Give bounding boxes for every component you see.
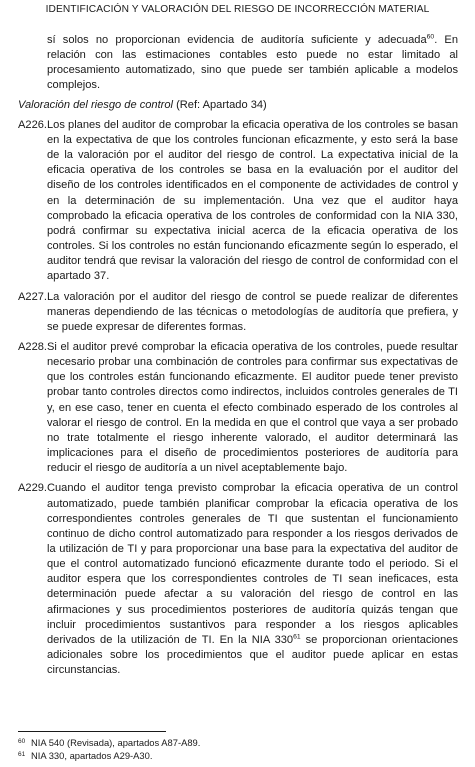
footnote-number: 60 — [18, 738, 26, 745]
footnote-60 — [18, 737, 200, 750]
subheading-reference: (Ref: Apartado 34) — [176, 98, 267, 111]
paragraph-text: Si el auditor prevé comprobar la eficacia operativa de los controles, puede resultar necesario probar una combinación de controles para confirmar sus expectativas de que los controles están funcionando eficazmente. El auditor puede tener previsto probar tanto controles directos como indirectos, incluidos controles generales de TI y, en ese caso, tener en cuenta el efecto combinado esperado de los controles al valorar el riesgo de control. En la medida en que el control que vaya a ser probado no trate totalmente el riesgo inherente valorado, el auditor determinará las implicaciones para el diseño de procedimientos posteriores de auditoría para reducir el riesgo de auditoría a un nivel aceptablemente bajo. — [47, 340, 458, 475]
running-header: IDENTIFICACIÓN Y VALORACIÓN DEL RIESGO DE INCORRECCIÓN MATERIAL — [45, 4, 430, 15]
paragraph-number: A229. — [18, 482, 47, 495]
section-subheading — [18, 98, 458, 113]
paragraph-text-end: se proporcionan orientaciones adicionales sobre los procedimientos que el auditor puede aplicar en estas circunstancias. — [47, 633, 458, 677]
paragraph-a229 — [18, 481, 458, 678]
paragraph-text: La valoración por el auditor del riesgo de control se puede realizar de diferentes maneras dependiendo de las técnicas o metodologías de auditoría que prefiera, y se puede expresar de diferentes formas. — [47, 290, 458, 333]
footnote-text: NIA 540 (Revisada), apartados A87-A89. — [31, 737, 201, 748]
paragraph-text — [47, 481, 458, 678]
footnotes — [18, 737, 200, 762]
paragraph-number: A228. — [18, 340, 47, 353]
paragraph-a226 — [18, 118, 458, 285]
paragraph-text: Los planes del auditor de comprobar la eficacia operativa de los controles se basan en la expectativa de que los controles funcionan eficazmente, y esto será la base de la valoración por el auditor del riesgo de control. La expectativa inicial de la eficacia operativa de los controles se basa en la evaluación por el auditor del diseño de los controles identificados en el componente de actividades de control y en la determinación de su implementación. Una vez que el auditor haya comprobado la eficacia operativa de los controles de conformidad con la NIA 330, podrá confirmar su expectativa inicial acerca de la eficacia operativa de los controles. Si los controles no están funcionando eficazmente según lo esperado, el auditor tendrá que revisar la valoración del riesgo de control de conformidad con el apartado 37. — [47, 118, 458, 283]
footnote-text: NIA 330, apartados A29-A30. — [31, 749, 153, 761]
paragraph-number: A227. — [18, 290, 47, 303]
footnote-ref-60[interactable]: 60 — [426, 33, 435, 41]
footnote-separator — [18, 731, 166, 732]
continuation-paragraph — [18, 33, 458, 94]
paragraph-a228 — [18, 340, 458, 476]
page-body — [18, 33, 458, 678]
continuation-text-start: sí solos no proporcionan evidencia de auditoría suficiente y adecuada — [47, 34, 427, 46]
paragraph-text-start: Cuando el auditor tenga previsto comprobar la eficacia operativa de un control automatizado, puede también planificar comprobar la eficacia operativa de los correspondientes controles generales de TI que sustentan el funcionamiento continuo de dicho control automatizado para responder a los riesgos derivados de la utilización de TI y para proporcionar una base para la expectativa del auditor de que el control automatizado funcionó eficazmente durante todo el periodo. Si el auditor espera que los correspondientes controles de TI sean ineficaces, esta determinación puede afectar a su valoración del riesgo de control en las afirmaciones y sus procedimientos posteriores de auditoría quizás tengan que incluir procedimientos sustantivos para responder a los riesgos aplicables derivados de la utilización de TI. En la NIA 330 — [47, 482, 458, 646]
footnote-number: 61 — [18, 750, 26, 758]
subheading-title: Valoración del riesgo de control — [18, 98, 173, 111]
continuation-text-end: . En relación con las estimaciones contables esto puede no estar limitado al procesamiento automatizado, sino que puede ser también aplicable a modelos complejos. — [47, 34, 459, 92]
paragraph-a227 — [18, 290, 458, 335]
paragraph-number: A226. — [18, 118, 47, 131]
footnote-61 — [18, 750, 200, 763]
footnote-ref-61[interactable]: 61 — [293, 633, 301, 641]
